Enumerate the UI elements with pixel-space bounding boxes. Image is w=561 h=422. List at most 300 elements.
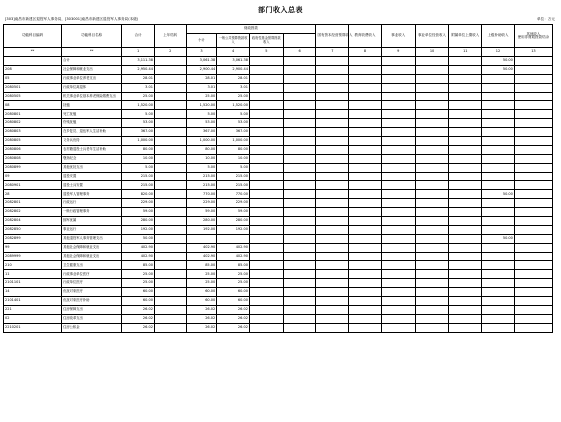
row-edu-fee	[349, 137, 382, 146]
row-state-capital	[316, 261, 349, 270]
column-number: 6	[283, 48, 316, 57]
row-gov-fund	[249, 288, 283, 297]
row-code: 99	[4, 243, 62, 252]
row-blank	[283, 305, 316, 314]
row-name: 拥军优属	[62, 217, 122, 226]
row-higher-subsidy	[482, 145, 515, 154]
table-row	[4, 101, 553, 110]
row-prev-balance	[514, 208, 552, 217]
row-total: 402.90	[122, 243, 155, 252]
row-carryover	[154, 252, 186, 261]
row-state-capital	[316, 128, 349, 137]
header-edu-fee: 教育收费收入	[349, 25, 382, 48]
header-name: 功能科目名称	[62, 25, 122, 48]
row-business	[381, 101, 415, 110]
row-general-budget: 770.00	[217, 190, 250, 199]
row-business	[381, 208, 415, 217]
row-name: 退役安置	[62, 172, 122, 181]
row-name: 退役士兵安置	[62, 181, 122, 190]
table-row	[4, 145, 553, 154]
row-name: 机关事业单位基本养老保险缴费支出	[62, 92, 122, 101]
row-upper-subsidy	[449, 314, 482, 323]
row-name: 抚恤	[62, 101, 122, 110]
row-subtotal: 85.00	[186, 261, 217, 270]
row-total: 3,111.38	[122, 57, 155, 66]
row-state-capital	[316, 234, 349, 243]
row-total: 367.00	[122, 128, 155, 137]
row-upper-subsidy	[449, 163, 482, 172]
row-code: 14	[4, 288, 62, 297]
row-higher-subsidy	[482, 261, 515, 270]
row-higher-subsidy	[482, 288, 515, 297]
row-state-capital	[316, 225, 349, 234]
row-gov-fund	[249, 243, 283, 252]
table-row	[4, 92, 553, 101]
row-subsidiary	[415, 65, 449, 74]
row-name: 行政事业单位医疗	[62, 270, 122, 279]
row-subsidiary	[415, 314, 449, 323]
row-general-budget: 3.01	[217, 83, 250, 92]
row-subtotal: 1,000.00	[186, 137, 217, 146]
row-carryover	[154, 261, 186, 270]
row-upper-subsidy	[449, 128, 482, 137]
row-total: 5.00	[122, 110, 155, 119]
row-edu-fee	[349, 208, 382, 217]
row-edu-fee	[349, 92, 382, 101]
row-name: 退役军人管理事务	[62, 190, 122, 199]
row-higher-subsidy	[482, 199, 515, 208]
row-subtotal: 280.00	[186, 217, 217, 226]
row-subsidiary	[415, 154, 449, 163]
row-carryover	[154, 190, 186, 199]
row-code: 2080806	[4, 145, 62, 154]
row-edu-fee	[349, 163, 382, 172]
row-gov-fund	[249, 74, 283, 83]
row-gov-fund	[249, 297, 283, 306]
row-business	[381, 199, 415, 208]
row-business	[381, 305, 415, 314]
header-gov-fund: 政府性基金预算拨款收入	[249, 34, 283, 48]
table-row	[4, 128, 553, 137]
row-name: 褒扬纪念	[62, 154, 122, 163]
row-code: 2080901	[4, 181, 62, 190]
row-business	[381, 181, 415, 190]
row-higher-subsidy	[482, 128, 515, 137]
row-prev-balance	[514, 74, 552, 83]
row-prev-balance	[514, 243, 552, 252]
row-gov-fund	[249, 110, 283, 119]
row-business	[381, 119, 415, 128]
row-general-budget: 5.00	[217, 163, 250, 172]
row-code: 2082801	[4, 199, 62, 208]
row-prev-balance	[514, 190, 552, 199]
row-blank	[283, 181, 316, 190]
row-prev-balance	[514, 137, 552, 146]
row-subtotal: 26.02	[186, 314, 217, 323]
row-subsidiary	[415, 261, 449, 270]
row-upper-subsidy	[449, 145, 482, 154]
row-business	[381, 261, 415, 270]
row-carryover	[154, 208, 186, 217]
row-upper-subsidy	[449, 279, 482, 288]
row-state-capital	[316, 65, 349, 74]
row-name: 一般行政管理事务	[62, 208, 122, 217]
row-general-budget: 1,520.00	[217, 101, 250, 110]
row-subtotal: 10.00	[186, 154, 217, 163]
row-general-budget: 53.00	[217, 119, 250, 128]
row-subtotal: 25.00	[186, 92, 217, 101]
row-edu-fee	[349, 270, 382, 279]
row-general-budget: 280.00	[217, 217, 250, 226]
row-total: 1,000.00	[122, 137, 155, 146]
row-code: 11	[4, 270, 62, 279]
table-row	[4, 261, 553, 270]
row-blank	[283, 154, 316, 163]
row-business	[381, 128, 415, 137]
row-subtotal: 60.00	[186, 288, 217, 297]
row-blank	[283, 163, 316, 172]
row-name: 社会保障和就业支出	[62, 65, 122, 74]
row-total: 60.00	[122, 297, 155, 306]
row-subsidiary	[415, 137, 449, 146]
row-code: 2080899	[4, 163, 62, 172]
row-total: 215.00	[122, 172, 155, 181]
row-carryover	[154, 119, 186, 128]
column-number: 3	[186, 48, 217, 57]
row-code: 208	[4, 65, 62, 74]
row-edu-fee	[349, 74, 382, 83]
row-blank	[283, 57, 316, 66]
row-blank	[283, 279, 316, 288]
row-upper-subsidy	[449, 261, 482, 270]
row-name: 其他社会保障和就业支出	[62, 243, 122, 252]
column-number: 2	[154, 48, 186, 57]
row-upper-subsidy	[449, 208, 482, 217]
row-edu-fee	[349, 101, 382, 110]
row-subsidiary	[415, 270, 449, 279]
row-upper-subsidy	[449, 243, 482, 252]
row-edu-fee	[349, 128, 382, 137]
table-row	[4, 154, 553, 163]
row-state-capital	[316, 199, 349, 208]
row-code: 2080802	[4, 119, 62, 128]
row-gov-fund	[249, 208, 283, 217]
row-edu-fee	[349, 225, 382, 234]
row-higher-subsidy	[482, 92, 515, 101]
column-number: 8	[349, 48, 382, 57]
row-prev-balance	[514, 163, 552, 172]
row-code: 2101101	[4, 279, 62, 288]
row-business	[381, 314, 415, 323]
row-code: 210	[4, 261, 62, 270]
row-business	[381, 279, 415, 288]
table-row	[4, 190, 553, 199]
column-number: 5	[249, 48, 283, 57]
table-row	[4, 163, 553, 172]
header-upper-subsidy: 附属单位上缴收入	[449, 25, 482, 48]
row-total: 50.00	[122, 234, 155, 243]
row-upper-subsidy	[449, 288, 482, 297]
row-blank	[283, 65, 316, 74]
row-upper-subsidy	[449, 83, 482, 92]
row-prev-balance	[514, 110, 552, 119]
row-subsidiary	[415, 83, 449, 92]
column-number: 12	[482, 48, 515, 57]
row-total: 26.02	[122, 323, 155, 332]
row-upper-subsidy	[449, 154, 482, 163]
row-general-budget: 3,061.38	[217, 57, 250, 66]
header-prev-balance-label: 使用非财政拨款结余	[517, 35, 550, 39]
row-upper-subsidy	[449, 234, 482, 243]
row-state-capital	[316, 243, 349, 252]
row-upper-subsidy	[449, 137, 482, 146]
row-blank	[283, 270, 316, 279]
row-blank	[283, 83, 316, 92]
row-business	[381, 288, 415, 297]
row-higher-subsidy	[482, 323, 515, 332]
row-state-capital	[316, 137, 349, 146]
row-general-budget: 10.00	[217, 154, 250, 163]
row-carryover	[154, 128, 186, 137]
row-name: 行政单位离退休	[62, 83, 122, 92]
table-row	[4, 83, 553, 92]
row-code: 2080505	[4, 92, 62, 101]
row-total: 3.01	[122, 83, 155, 92]
row-code: 2101401	[4, 297, 62, 306]
row-subsidiary	[415, 199, 449, 208]
row-subsidiary	[415, 225, 449, 234]
column-number: 9	[381, 48, 415, 57]
row-upper-subsidy	[449, 92, 482, 101]
row-carryover	[154, 181, 186, 190]
row-higher-subsidy: 50.00	[482, 234, 515, 243]
row-blank	[283, 92, 316, 101]
row-carryover	[154, 234, 186, 243]
row-higher-subsidy	[482, 252, 515, 261]
row-code: 2080805	[4, 137, 62, 146]
row-blank	[283, 217, 316, 226]
row-gov-fund	[249, 128, 283, 137]
row-gov-fund	[249, 234, 283, 243]
row-carryover	[154, 163, 186, 172]
row-subtotal: 26.02	[186, 323, 217, 332]
row-higher-subsidy	[482, 163, 515, 172]
row-state-capital	[316, 288, 349, 297]
row-name: 在乡复员、退伍军人生活补助	[62, 128, 122, 137]
row-general-budget: 25.00	[217, 270, 250, 279]
row-subsidiary	[415, 101, 449, 110]
row-gov-fund	[249, 270, 283, 279]
row-business	[381, 225, 415, 234]
row-subtotal: 5.00	[186, 163, 217, 172]
row-code: 2080808	[4, 154, 62, 163]
row-total: 280.00	[122, 217, 155, 226]
row-gov-fund	[249, 323, 283, 332]
row-business	[381, 172, 415, 181]
header-business: 事业收入	[381, 25, 415, 48]
row-code: 2080803	[4, 128, 62, 137]
row-subtotal: 59.00	[186, 208, 217, 217]
row-prev-balance	[514, 128, 552, 137]
row-carryover	[154, 270, 186, 279]
row-prev-balance	[514, 261, 552, 270]
row-blank	[283, 252, 316, 261]
row-edu-fee	[349, 154, 382, 163]
row-name: 合计	[62, 57, 122, 66]
unit-caption: [303]南昌市新建区退役军人事务局，[303001]南昌市新建区退役军人事务局(本级)	[5, 17, 139, 21]
row-business	[381, 252, 415, 261]
column-number: 1	[122, 48, 155, 57]
row-subsidiary	[415, 57, 449, 66]
row-carryover	[154, 83, 186, 92]
row-code: 2089999	[4, 252, 62, 261]
row-business	[381, 154, 415, 163]
row-prev-balance	[514, 101, 552, 110]
row-subsidiary	[415, 128, 449, 137]
row-higher-subsidy	[482, 74, 515, 83]
row-general-budget	[217, 234, 250, 243]
row-name: 义务兵优待	[62, 137, 122, 146]
row-blank	[283, 261, 316, 270]
row-state-capital	[316, 217, 349, 226]
row-state-capital	[316, 119, 349, 128]
row-blank	[283, 101, 316, 110]
header-subsidiary: 事业单位经营收入	[415, 25, 449, 48]
table-body	[4, 57, 553, 333]
row-gov-fund	[249, 305, 283, 314]
column-number: 7	[316, 48, 349, 57]
row-gov-fund	[249, 65, 283, 74]
row-total: 53.00	[122, 119, 155, 128]
row-total: 59.00	[122, 208, 155, 217]
row-higher-subsidy	[482, 225, 515, 234]
row-prev-balance	[514, 154, 552, 163]
row-upper-subsidy	[449, 217, 482, 226]
row-carryover	[154, 305, 186, 314]
row-total: 215.00	[122, 181, 155, 190]
column-number-row	[4, 48, 553, 57]
row-edu-fee	[349, 252, 382, 261]
row-prev-balance	[514, 119, 552, 128]
row-subtotal: 215.00	[186, 172, 217, 181]
row-blank	[283, 137, 316, 146]
row-higher-subsidy	[482, 279, 515, 288]
header-fiscal-group: 财政拨款	[186, 25, 316, 34]
table-row	[4, 199, 553, 208]
table-row	[4, 137, 553, 146]
row-subsidiary	[415, 74, 449, 83]
row-subsidiary	[415, 279, 449, 288]
row-gov-fund	[249, 145, 283, 154]
row-name: 其他优抚支出	[62, 163, 122, 172]
row-gov-fund	[249, 172, 283, 181]
row-name: 优抚对象医疗补助	[62, 297, 122, 306]
row-code: 2082899	[4, 234, 62, 243]
column-number: 4	[217, 48, 250, 57]
header-higher-subsidy: 上级补助收入	[482, 25, 515, 48]
row-higher-subsidy: 50.00	[482, 65, 515, 74]
row-gov-fund	[249, 199, 283, 208]
row-blank	[283, 323, 316, 332]
row-prev-balance	[514, 234, 552, 243]
row-gov-fund	[249, 252, 283, 261]
row-name: 优抚对象医疗	[62, 288, 122, 297]
row-subtotal: 2,900.44	[186, 65, 217, 74]
row-upper-subsidy	[449, 199, 482, 208]
row-gov-fund	[249, 190, 283, 199]
row-total: 85.00	[122, 261, 155, 270]
row-subsidiary	[415, 323, 449, 332]
row-subtotal: 28.01	[186, 74, 217, 83]
row-state-capital	[316, 83, 349, 92]
row-subtotal: 3.01	[186, 83, 217, 92]
row-prev-balance	[514, 57, 552, 66]
row-state-capital	[316, 110, 349, 119]
row-subsidiary	[415, 234, 449, 243]
row-upper-subsidy	[449, 252, 482, 261]
row-name: 死亡抚恤	[62, 110, 122, 119]
row-code: 28	[4, 190, 62, 199]
row-carryover	[154, 154, 186, 163]
row-gov-fund	[249, 217, 283, 226]
row-carryover	[154, 92, 186, 101]
row-carryover	[154, 145, 186, 154]
row-state-capital	[316, 172, 349, 181]
row-subtotal: 1,520.00	[186, 101, 217, 110]
header-code: 功能科目编码	[4, 25, 62, 48]
row-subsidiary	[415, 163, 449, 172]
row-upper-subsidy	[449, 190, 482, 199]
row-subtotal: 5.00	[186, 110, 217, 119]
row-subtotal: 25.00	[186, 279, 217, 288]
row-subtotal: 215.00	[186, 181, 217, 190]
row-code: 2080501	[4, 83, 62, 92]
row-total: 192.00	[122, 225, 155, 234]
table-row	[4, 208, 553, 217]
row-general-budget: 25.00	[217, 92, 250, 101]
table-row	[4, 234, 553, 243]
row-carryover	[154, 110, 186, 119]
row-business	[381, 217, 415, 226]
row-business	[381, 323, 415, 332]
table-row	[4, 243, 553, 252]
row-name: 农村籍退役士兵老年生活补助	[62, 145, 122, 154]
row-higher-subsidy	[482, 101, 515, 110]
row-subtotal: 25.00	[186, 270, 217, 279]
row-subsidiary	[415, 217, 449, 226]
row-subtotal: 367.00	[186, 128, 217, 137]
row-gov-fund	[249, 83, 283, 92]
header-state-capital: 国有资本经营预算收入	[316, 25, 349, 48]
row-prev-balance	[514, 288, 552, 297]
row-prev-balance	[514, 279, 552, 288]
marker-code: **	[4, 48, 62, 57]
row-total: 5.00	[122, 163, 155, 172]
row-subsidiary	[415, 297, 449, 306]
row-gov-fund	[249, 261, 283, 270]
row-total: 60.00	[122, 288, 155, 297]
row-prev-balance	[514, 181, 552, 190]
row-name: 住房保障支出	[62, 305, 122, 314]
row-edu-fee	[349, 234, 382, 243]
row-carryover	[154, 225, 186, 234]
row-prev-balance	[514, 225, 552, 234]
row-edu-fee	[349, 305, 382, 314]
row-general-budget: 80.00	[217, 145, 250, 154]
row-subtotal: 53.00	[186, 119, 217, 128]
row-total: 402.90	[122, 252, 155, 261]
row-gov-fund	[249, 163, 283, 172]
